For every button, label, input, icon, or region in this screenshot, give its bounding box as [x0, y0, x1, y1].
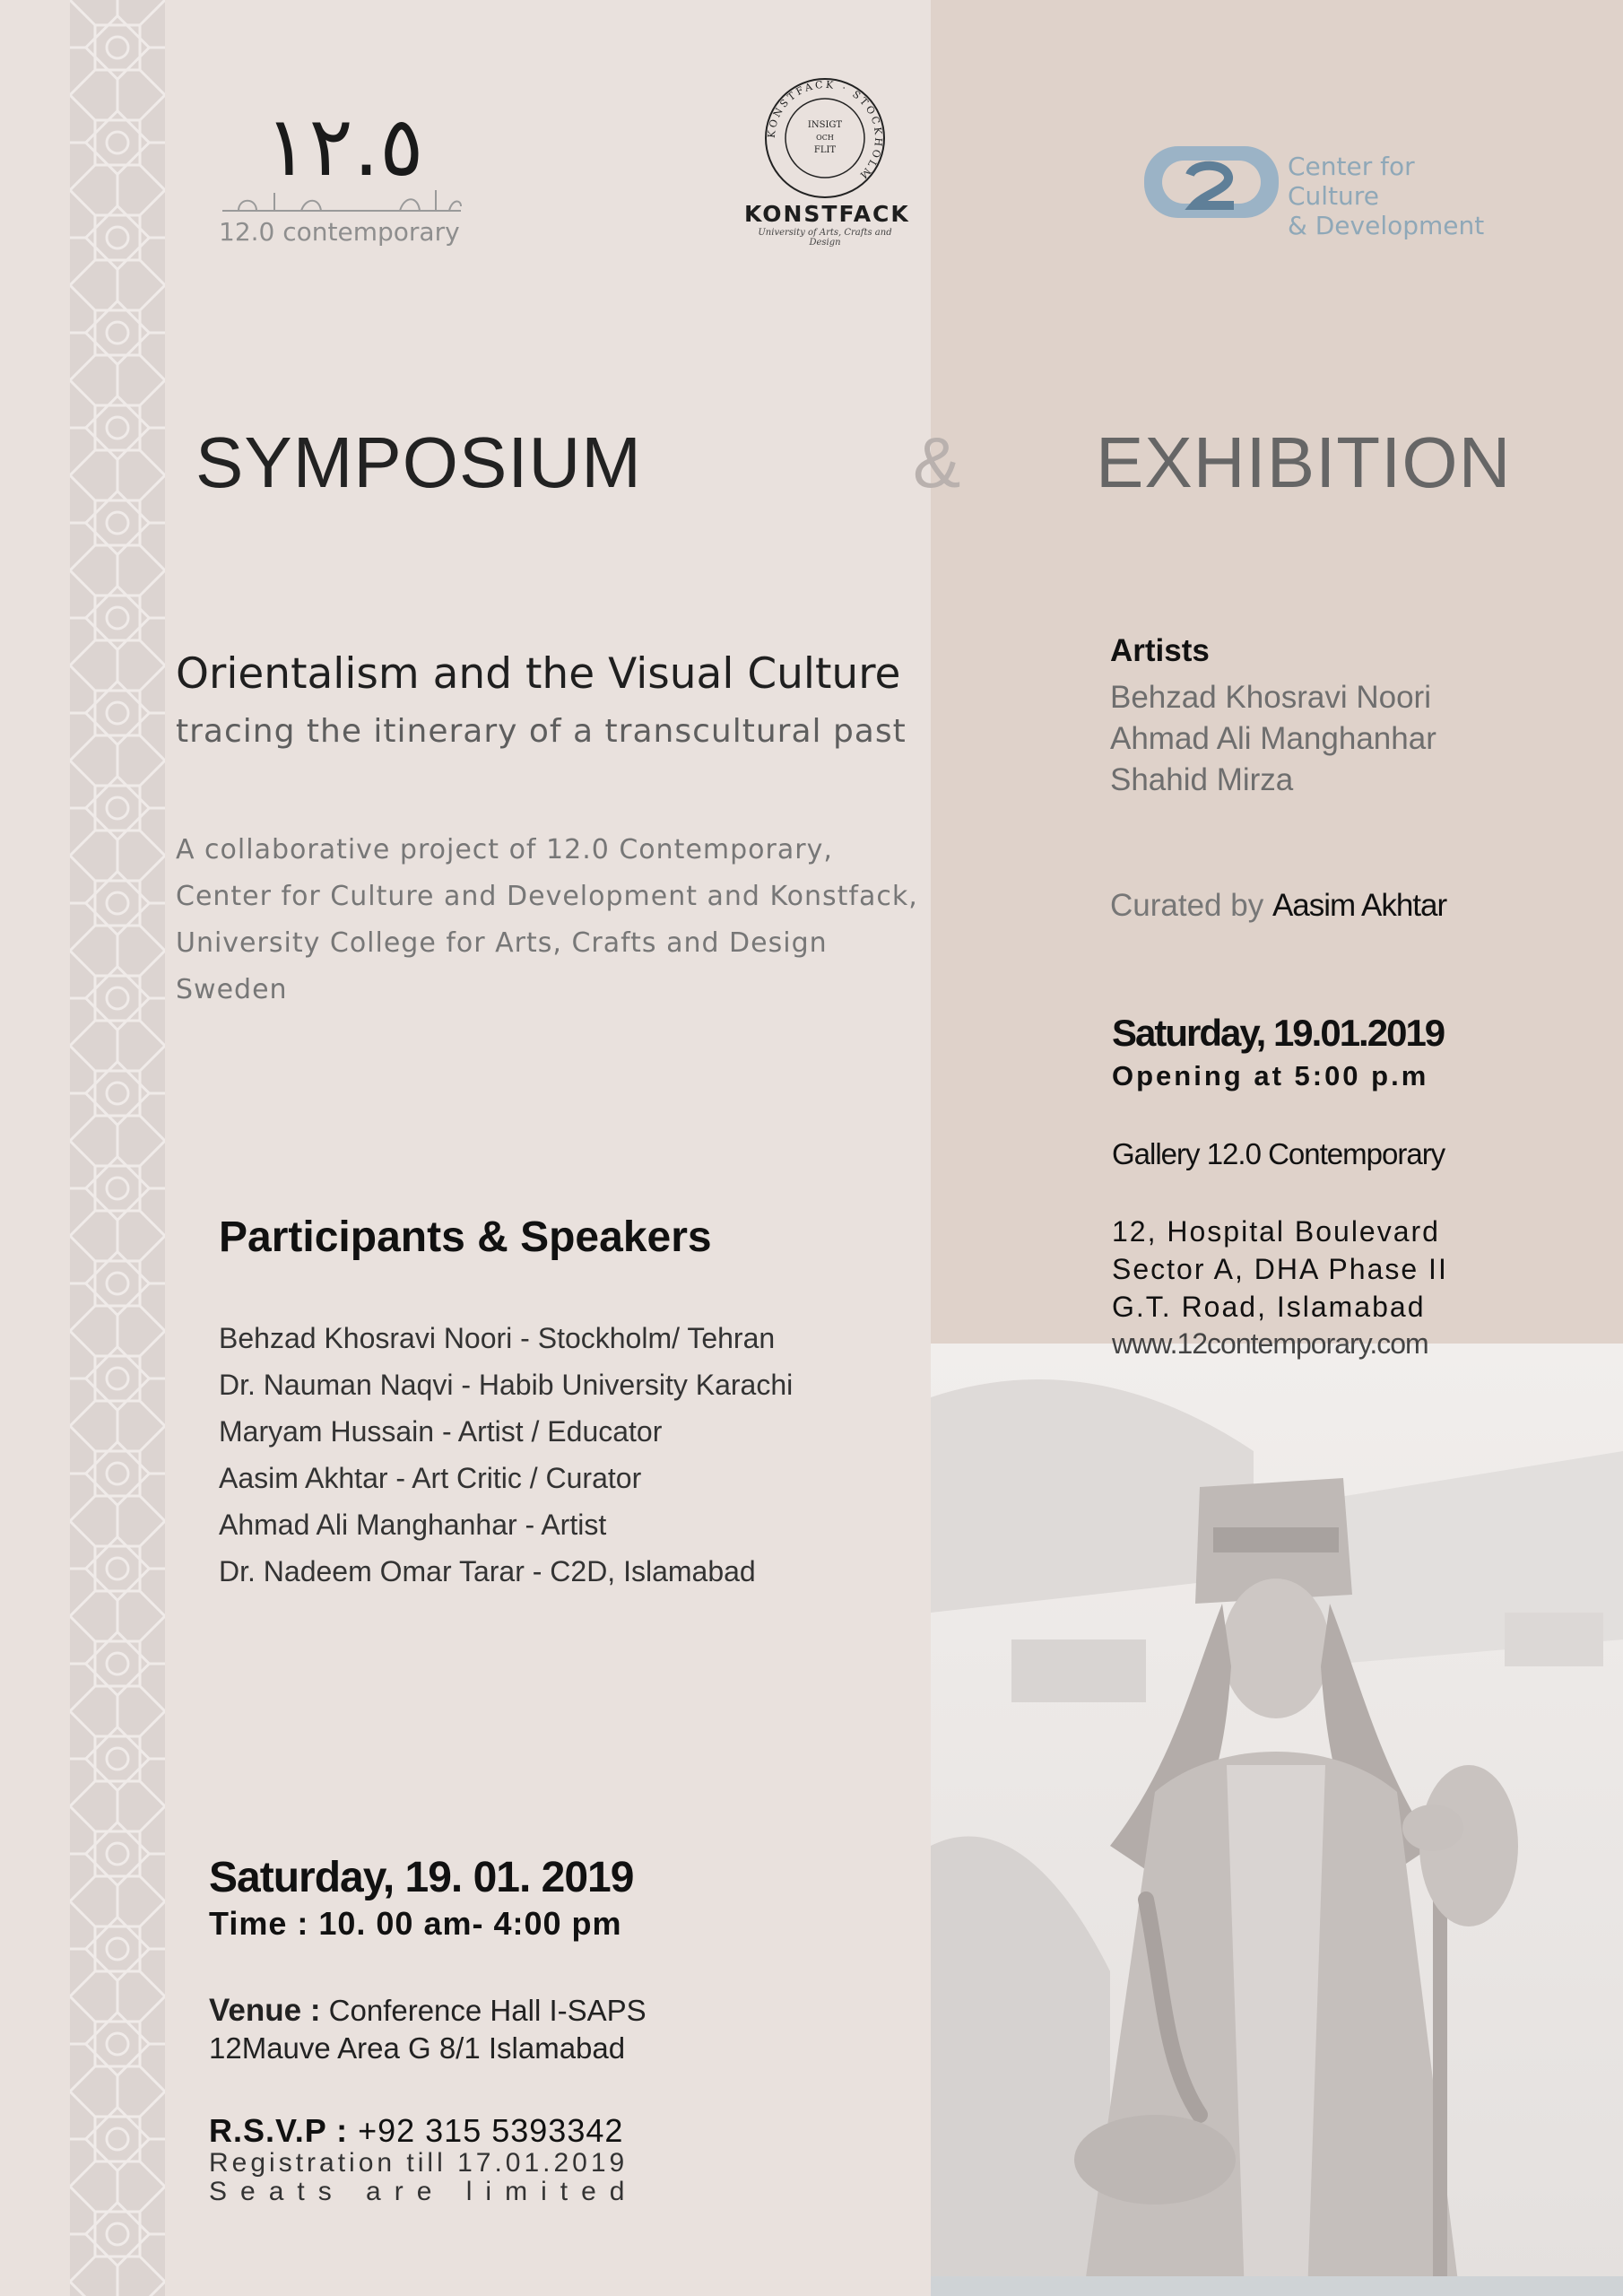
gallery-name: Gallery 12.0 Contemporary	[1112, 1137, 1445, 1170]
list-item: Ahmad Ali Manghanhar	[1110, 721, 1436, 756]
konstfack-seal-icon	[744, 75, 906, 201]
list-item: Behzad Khosravi Noori	[1110, 680, 1431, 715]
list-item: Maryam Hussain - Artist / Educator	[219, 1415, 663, 1448]
participants-list	[219, 1315, 793, 1595]
artists-list	[1110, 677, 1436, 801]
konstfack-subtitle: University of Arts, Crafts and Design	[758, 228, 892, 248]
artists-heading: Artists	[1110, 633, 1210, 668]
ampersand-heading: &	[913, 422, 961, 502]
list-item: Ahmad Ali Manghanhar - Artist	[219, 1509, 607, 1541]
symposium-subtitle: tracing the itinerary of a transcultural past	[176, 713, 907, 750]
rsvp-contact: R.S.V.P : +92 315 5393342	[209, 2112, 624, 2149]
c2d-logo	[1141, 139, 1499, 240]
participants-heading: Participants & Speakers	[219, 1213, 712, 1261]
vintage-portrait-photo	[931, 1344, 1623, 2296]
symposium-date: Saturday, 19. 01. 2019	[209, 1854, 634, 1901]
list-item: Aasim Akhtar - Art Critic / Curator	[219, 1462, 642, 1494]
konstfack-name: KONSTFACK	[744, 201, 910, 227]
c2d-name: Center for Culture & Development	[1288, 152, 1485, 240]
curator-credit: Curated by Aasim Akhtar	[1110, 888, 1447, 923]
symposium-heading: SYMPOSIUM	[195, 422, 642, 502]
list-item: Dr. Nadeem Omar Tarar - C2D, Islamabad	[219, 1555, 756, 1587]
svg-text:OCH: OCH	[816, 134, 834, 142]
ornamental-border	[70, 0, 165, 2296]
collaboration-note: A collaborative project of 12.0 Contemporary, Center for Culture and Development and Konstfack, University College for Arts, Crafts and Design Sweden	[176, 834, 918, 1005]
svg-text:KONSTFACK · STOCKHOLM: KONSTFACK · STOCKHOLM	[765, 78, 885, 183]
symposium-title: Orientalism and the Visual Culture	[176, 649, 901, 699]
twelve-contemporary-logo	[215, 99, 466, 251]
exhibition-date: Saturday, 19.01.2019	[1112, 1012, 1445, 1054]
registration-deadline: Registration till 17.01.2019	[209, 2148, 629, 2178]
exhibition-opening-time: Opening at 5:00 p.m	[1112, 1060, 1429, 1091]
seats-note: Seats are limited	[209, 2177, 638, 2206]
logo-digits: ١٢.٥	[265, 99, 424, 195]
svg-text:INSIGT: INSIGT	[807, 120, 843, 130]
list-item: Behzad Khosravi Noori - Stockholm/ Tehran	[219, 1322, 776, 1354]
konstfack-logo	[744, 75, 910, 248]
exhibition-heading: EXHIBITION	[1096, 422, 1512, 502]
c2d-emblem-icon	[1141, 139, 1284, 224]
gallery-address: 12, Hospital Boulevard Sector A, DHA Phase II G.T. Road, Islamabad	[1112, 1215, 1448, 1323]
symposium-venue-address: 12Mauve Area G 8/1 Islamabad	[209, 2031, 626, 2065]
svg-text:FLIT: FLIT	[813, 145, 837, 155]
list-item: Shahid Mirza	[1110, 762, 1294, 797]
arabic-script-mark	[221, 170, 463, 224]
logo-caption: 12.0 contemporary	[219, 217, 460, 247]
symposium-time: Time : 10. 00 am- 4:00 pm	[209, 1905, 622, 1942]
symposium-venue: Venue : Conference Hall I-SAPS	[209, 1993, 647, 2028]
gallery-website-link[interactable]: www.12contemporary.com	[1112, 1327, 1428, 1360]
list-item: Dr. Nauman Naqvi - Habib University Karachi	[219, 1369, 794, 1401]
